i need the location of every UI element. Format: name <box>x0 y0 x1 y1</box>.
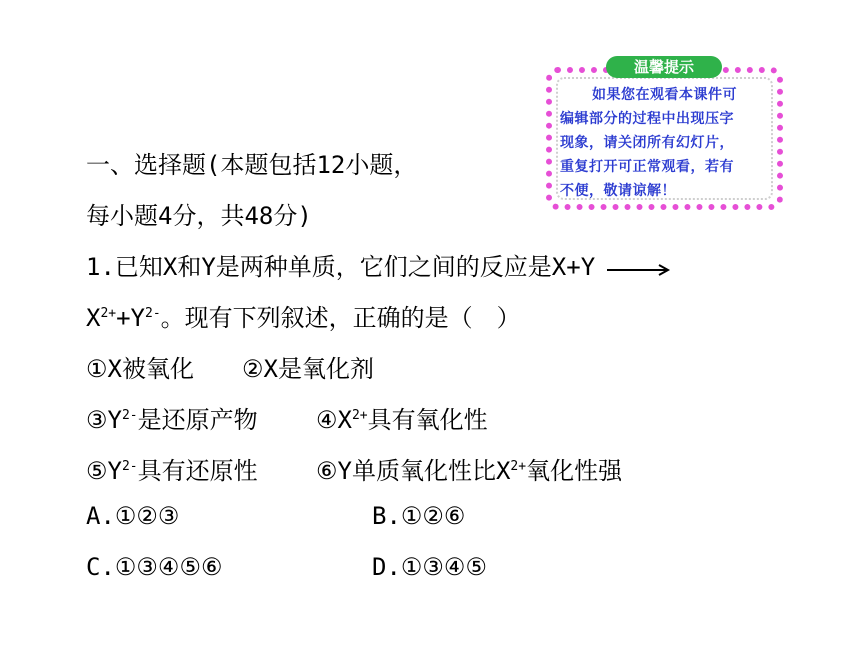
statement-3: $③Y^{2-}$是还原产物 <box>86 406 258 434</box>
option-c[interactable]: C.①③④⑤⑥ <box>86 553 223 581</box>
option-d[interactable]: D.①③④⑤ <box>372 553 487 581</box>
reaction-arrow-icon <box>605 256 673 280</box>
charge-y: 2- <box>145 306 161 321</box>
statement-2: ②X是氧化剂 <box>242 355 374 383</box>
tip-line-1: 如果您在观看本课件可 <box>592 87 737 103</box>
question-prompt: 。现有下列叙述，正确的是（ ） <box>160 304 521 332</box>
option-b[interactable]: B.①②⑥ <box>372 502 466 530</box>
section-title-line-1: 一、选择题(本题包括12小题， <box>86 151 418 179</box>
statement-6: ⑥Y单质氧化性比$X^{2+}$氧化性强 <box>316 457 623 485</box>
tip-line-4: 重复打开可正常观看，若有 <box>560 159 734 175</box>
tip-title: 温馨提示 <box>606 56 722 78</box>
statement-5: $⑤Y^{2-}$具有还原性 <box>86 457 258 485</box>
question-stem-text: 1.已知X和Y是两种单质，它们之间的反应是X+Y <box>86 253 596 281</box>
tip-line-2: 编辑部分的过程中出现压字 <box>560 111 734 127</box>
tip-line-3: 现象，请关闭所有幻灯片， <box>560 135 734 151</box>
question-stem-line-2 <box>86 298 521 333</box>
question-stem-line-1 <box>86 247 673 282</box>
tip-line-5: 不便，敬请谅解！ <box>560 183 676 199</box>
statement-1: ①X被氧化 <box>86 355 194 383</box>
section-title-line-2: 每小题4分，共48分) <box>86 202 312 230</box>
ion-y: +Y <box>116 304 146 332</box>
statement-4: $④X^{2+}$具有氧化性 <box>316 406 488 434</box>
tip-text <box>560 83 775 203</box>
ion-x: X <box>86 304 101 332</box>
charge-x: 2+ <box>100 306 117 321</box>
option-a[interactable]: A.①②③ <box>86 502 180 530</box>
